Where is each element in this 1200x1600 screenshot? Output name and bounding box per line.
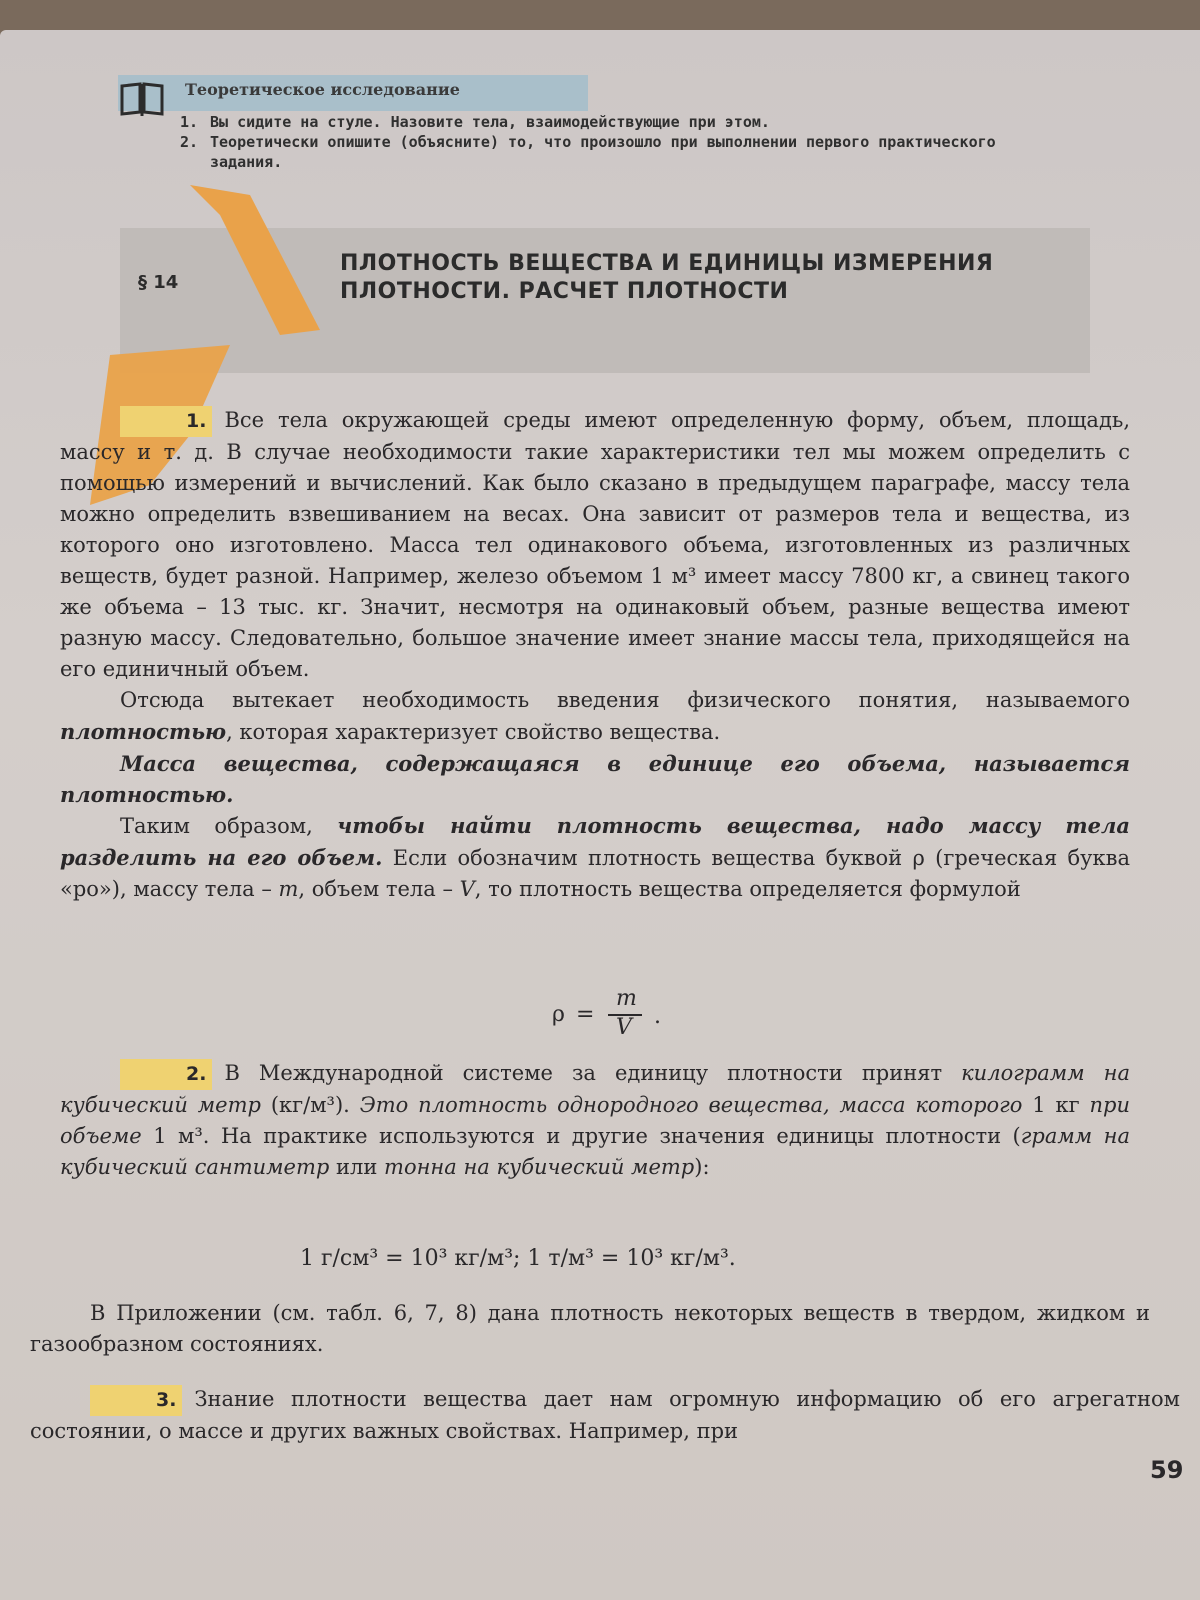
density-rule: чтобы найти плотность вещества, надо массу тела разделить на его объем.	[60, 813, 1130, 870]
theory-list	[180, 112, 1060, 172]
theory-title: Теоретическое исследование	[185, 80, 460, 99]
paragraph-3: 3. Знание плотности вещества дает нам огромную информацию об его агрегатном состоянии, о массе и других важных свойствах. Например, при	[30, 1387, 1180, 1443]
term-density: плотностью	[60, 719, 227, 744]
density-formula: ρ = m V .	[552, 986, 661, 1040]
paragraph-1: 1. Все тела окружающей среды имеют определенную форму, объем, площадь, массу и т. д. В случае необходимости такие характеристики тел мы можем определить с помощью измерений и вычислений. Как было сказано в предыдущем параграфе, массу тела можно определить взвешиванием на весах. Она зависит от размеров тела и вещества, из которого оно изготовлено. Масса тел одинакового объема, изготовленных из различных веществ, будет разной. Например, железо объемом 1 м³ имеет массу 7800 кг, а свинец такого же объема – 13 тыс. кг. Значит, несмотря на одинаковый объем, разные вещества имеют разную массу. Следовательно, большое значение имеет знание массы тела, приходящейся на его единичный объем. Отсюда вытекает необходимость введения физического понятия, называемого плотностью, которая характеризует свойство вещества. Масса вещества, содержащаяся в единице его объема, называется плотностью. Таким образом, чтобы найти плотность вещества, надо массу тела разделить на его объем. Если обозначим плотность вещества буквой ρ (греческая буква «ро»), массу тела – m, объем тела – V, то плотность вещества определяется формулой	[60, 408, 1130, 901]
paragraph-marker: 1.	[120, 406, 212, 437]
unit-conversion: 1 г/см³ = 10³ кг/м³; 1 т/м³ = 10³ кг/м³.	[300, 1246, 736, 1271]
section-number: § 14	[138, 272, 179, 293]
definition: Масса вещества, содержащаяся в единице его объема, называется плотностью.	[60, 751, 1130, 807]
page-number: 59	[1150, 1456, 1184, 1484]
open-book-icon	[118, 76, 166, 120]
paragraph-2: 2. В Международной системе за единицу плотности принят килограмм на кубический метр (кг/м³). Это плотность однородного вещества, масса которого 1 кг при объеме 1 м³. На практике используются и другие значения единицы плотности (грамм на кубический сантиметр или тонна на кубический метр):	[60, 1061, 1131, 1179]
paragraph-appendix: В Приложении (см. табл. 6, 7, 8) дана плотность некоторых веществ в твердом, жидком и газообразном состояниях.	[30, 1301, 1150, 1356]
paragraph-marker: 3.	[90, 1385, 182, 1416]
paragraph-marker: 2.	[120, 1059, 212, 1090]
list-item: 1. Вы сидите на стуле. Назовите тела, взаимодействующие при этом.	[180, 113, 770, 131]
list-item: 2. Теоретически опишите (объясните) то, что произошло при выполнении первого практического задания.	[180, 133, 996, 171]
page-title: ПЛОТНОСТЬ ВЕЩЕСТВА И ЕДИНИЦЫ ИЗМЕРЕНИЯ ПЛОТНОСТИ. РАСЧЕТ ПЛОТНОСТИ	[340, 251, 994, 304]
